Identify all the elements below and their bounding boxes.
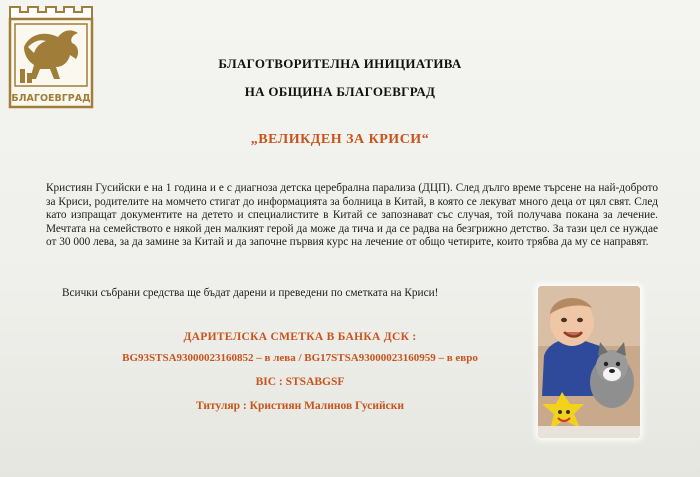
iban-line: BG93STSA93000023160852 – в лева / BG17STSA93000023160959 – в евро <box>122 352 478 364</box>
child-photo <box>538 286 640 438</box>
account-title: ДАРИТЕЛСКА СМЕТКА В БАНКА ДСК : <box>183 331 417 343</box>
logo-text: БЛАГОЕВГРАД <box>11 93 91 104</box>
bic-code: BIC : STSABGSF <box>255 376 345 388</box>
story-text: Кристиян Гусийски е на 1 година и е с диагноза детска церебрална парализа (ДЦП). След дълго време търсене на най-доброто за Криси, родителите на момчето стигат до информацията за болница в Китай, в която се лекуват много деца от цял свят. След като изпращат документите на детето и специалистите в Китай се запознават със случая, той получава покана за лечение. Мечтата на семейството е някой ден малкият герой да може да тича и да се радва на безгрижно детство. За тази цел се нуждае от 30 000 лева, за да замине за Китай и да започне първия курс на лечение от общо четирите, които трябва да му се направят. <box>46 182 658 249</box>
donation-note: Всички събрани средства ще бъдат дарени и преведени по сметката на Криси! <box>62 287 439 299</box>
municipality-heading: НА ОБЩИНА БЛАГОЕВГРАД <box>244 84 436 99</box>
initiative-heading: БЛАГОТВОРИТЕЛНА ИНИЦИАТИВА <box>218 56 462 71</box>
campaign-title: „ВЕЛИКДЕН ЗА КРИСИ“ <box>250 132 430 147</box>
account-holder: Титуляр : Кристиян Малинов Гусийски <box>195 400 405 412</box>
coat-of-arms-icon <box>6 3 96 119</box>
story-paragraph <box>46 182 658 250</box>
